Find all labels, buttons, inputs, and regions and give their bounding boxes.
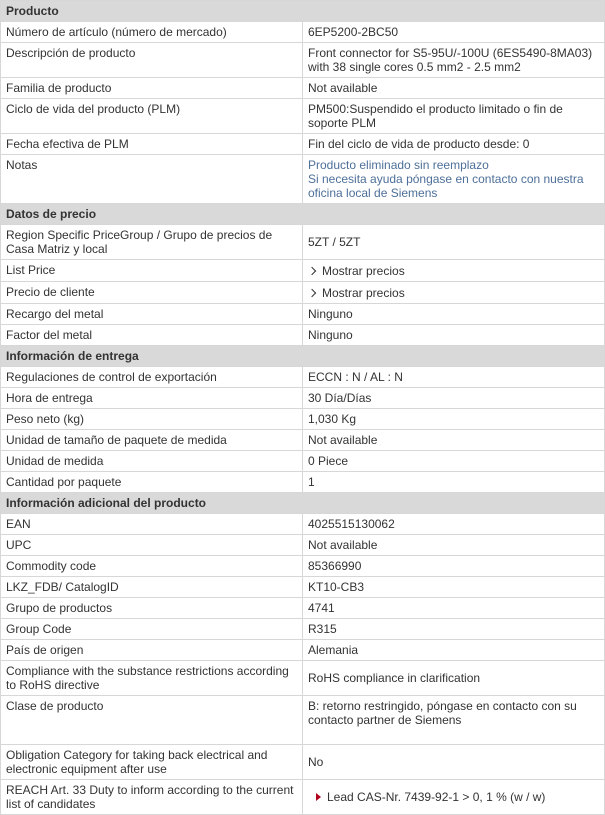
row-label: Group Code bbox=[1, 619, 303, 640]
row-product-group bbox=[1, 598, 605, 619]
row-label: Notas bbox=[1, 155, 303, 204]
row-label: Factor del metal bbox=[1, 325, 303, 346]
row-notes bbox=[1, 155, 605, 204]
row-reach bbox=[1, 780, 605, 815]
row-label: LKZ_FDB/ CatalogID bbox=[1, 577, 303, 598]
row-value: Not available bbox=[303, 430, 605, 451]
section-header-delivery bbox=[1, 346, 605, 367]
row-metal-factor bbox=[1, 325, 605, 346]
link-label: Mostrar precios bbox=[322, 264, 405, 278]
row-label: Region Specific PriceGroup / Grupo de precios de Casa Matriz y local bbox=[1, 225, 303, 260]
row-value: 1,030 Kg bbox=[303, 409, 605, 430]
chevron-right-icon bbox=[308, 267, 316, 275]
row-value: 6EP5200-2BC50 bbox=[303, 22, 605, 43]
row-label: Fecha efectiva de PLM bbox=[1, 134, 303, 155]
row-label: Precio de cliente bbox=[1, 282, 303, 304]
row-value bbox=[303, 155, 605, 204]
row-label: Número de artículo (número de mercado) bbox=[1, 22, 303, 43]
row-label: Hora de entrega bbox=[1, 388, 303, 409]
row-list-price bbox=[1, 260, 605, 282]
section-title: Datos de precio bbox=[1, 204, 605, 225]
link-label: Lead CAS-Nr. 7439-92-1 > 0, 1 % (w / w) bbox=[327, 790, 546, 804]
row-value bbox=[303, 282, 605, 304]
row-rohs bbox=[1, 661, 605, 696]
row-plm-date bbox=[1, 134, 605, 155]
row-value: No bbox=[303, 745, 605, 780]
row-label: Descripción de producto bbox=[1, 43, 303, 78]
row-label: Unidad de tamaño de paquete de medida bbox=[1, 430, 303, 451]
row-value: 1 bbox=[303, 472, 605, 493]
row-label: Unidad de medida bbox=[1, 451, 303, 472]
row-plm bbox=[1, 99, 605, 134]
row-label: Grupo de productos bbox=[1, 598, 303, 619]
section-title: Información de entrega bbox=[1, 346, 605, 367]
section-header-price bbox=[1, 204, 605, 225]
triangle-right-icon bbox=[316, 793, 321, 801]
row-label: Clase de producto bbox=[1, 696, 303, 745]
show-customer-price-link[interactable] bbox=[308, 286, 405, 300]
row-export-control bbox=[1, 367, 605, 388]
row-product-family bbox=[1, 78, 605, 99]
row-label: Recargo del metal bbox=[1, 304, 303, 325]
row-value: RoHS compliance in clarification bbox=[303, 661, 605, 696]
row-package-unit bbox=[1, 430, 605, 451]
row-customer-price bbox=[1, 282, 605, 304]
row-country-of-origin bbox=[1, 640, 605, 661]
row-commodity-code bbox=[1, 556, 605, 577]
section-title: Producto bbox=[1, 1, 605, 22]
row-article-number bbox=[1, 22, 605, 43]
row-value: Ninguno bbox=[303, 304, 605, 325]
row-label: Peso neto (kg) bbox=[1, 409, 303, 430]
section-header-additional bbox=[1, 493, 605, 514]
row-value: Not available bbox=[303, 78, 605, 99]
row-label: Commodity code bbox=[1, 556, 303, 577]
row-catalog-id bbox=[1, 577, 605, 598]
link-label: Mostrar precios bbox=[322, 286, 405, 300]
row-label: Familia de producto bbox=[1, 78, 303, 99]
row-label: Ciclo de vida del producto (PLM) bbox=[1, 99, 303, 134]
row-value: Front connector for S5-95U/-100U (6ES5490-8MA03) with 38 single cores 0.5 mm2 - 2.5 mm2 bbox=[303, 43, 605, 78]
row-label: List Price bbox=[1, 260, 303, 282]
row-value: 4741 bbox=[303, 598, 605, 619]
row-value: B: retorno restringido, póngase en contacto con su contacto partner de Siemens bbox=[303, 696, 605, 745]
row-obligation-category bbox=[1, 745, 605, 780]
row-label: EAN bbox=[1, 514, 303, 535]
row-value: Fin del ciclo de vida de producto desde: 0 bbox=[303, 134, 605, 155]
row-label: Obligation Category for taking back electrical and electronic equipment after use bbox=[1, 745, 303, 780]
row-label: Cantidad por paquete bbox=[1, 472, 303, 493]
row-product-description bbox=[1, 43, 605, 78]
section-header-product bbox=[1, 1, 605, 22]
row-value: Ninguno bbox=[303, 325, 605, 346]
row-group-code bbox=[1, 619, 605, 640]
show-list-price-link[interactable] bbox=[308, 264, 405, 278]
row-label: UPC bbox=[1, 535, 303, 556]
row-value: ECCN : N / AL : N bbox=[303, 367, 605, 388]
row-delivery-time bbox=[1, 388, 605, 409]
row-value: PM500:Suspendido el producto limitado o fin de soporte PLM bbox=[303, 99, 605, 134]
row-label: Regulaciones de control de exportación bbox=[1, 367, 303, 388]
row-value: 5ZT / 5ZT bbox=[303, 225, 605, 260]
row-value: Alemania bbox=[303, 640, 605, 661]
row-unit-of-measure bbox=[1, 451, 605, 472]
row-ean bbox=[1, 514, 605, 535]
row-value: 4025515130062 bbox=[303, 514, 605, 535]
product-removed-link[interactable]: Producto eliminado sin reemplazo bbox=[308, 158, 489, 172]
row-value: 0 Piece bbox=[303, 451, 605, 472]
row-product-class bbox=[1, 696, 605, 745]
row-value: KT10-CB3 bbox=[303, 577, 605, 598]
row-value: 85366990 bbox=[303, 556, 605, 577]
chevron-right-icon bbox=[308, 289, 316, 297]
row-label: País de origen bbox=[1, 640, 303, 661]
row-region-price-group bbox=[1, 225, 605, 260]
section-title: Información adicional del producto bbox=[1, 493, 605, 514]
row-label: REACH Art. 33 Duty to inform according to the current list of candidates bbox=[1, 780, 303, 815]
row-label: Compliance with the substance restrictions according to RoHS directive bbox=[1, 661, 303, 696]
contact-siemens-link[interactable]: Si necesita ayuda póngase en contacto con nuestra oficina local de Siemens bbox=[308, 172, 584, 200]
row-value: R315 bbox=[303, 619, 605, 640]
row-metal-surcharge bbox=[1, 304, 605, 325]
row-value: Not available bbox=[303, 535, 605, 556]
row-value: 30 Día/Días bbox=[303, 388, 605, 409]
row-value bbox=[303, 780, 605, 815]
row-net-weight bbox=[1, 409, 605, 430]
row-upc bbox=[1, 535, 605, 556]
row-quantity-per-package bbox=[1, 472, 605, 493]
reach-info-link[interactable] bbox=[308, 790, 545, 804]
row-value bbox=[303, 260, 605, 282]
